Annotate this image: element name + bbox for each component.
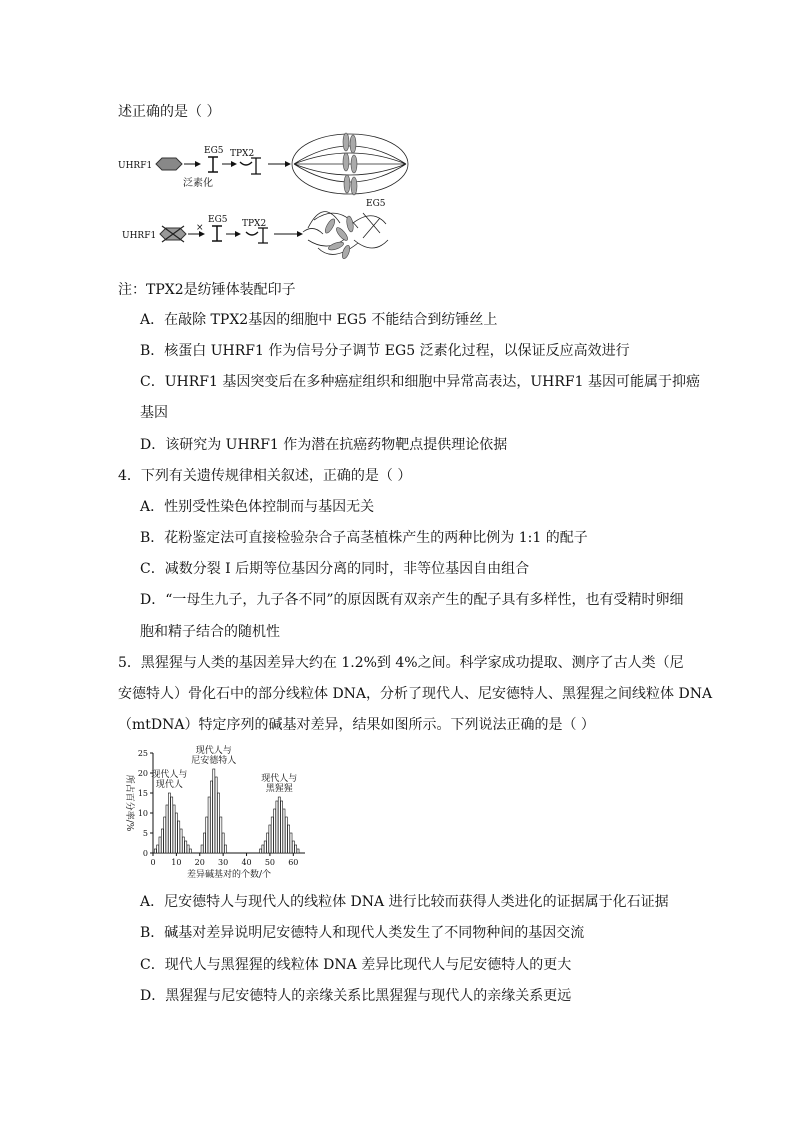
row2-eg5-label: EG5 bbox=[208, 215, 228, 225]
q5-option-a: A．尼安德特人与现代人的线粒体 DNA 进行比较而获得人类进化的证据属于化石证据 bbox=[140, 894, 669, 910]
histogram-bar bbox=[292, 841, 294, 853]
y-axis-label: 所占百分率/% bbox=[124, 774, 134, 832]
histogram-bar bbox=[210, 781, 212, 853]
histogram-bar bbox=[171, 797, 173, 853]
row2-chromosomes bbox=[323, 216, 354, 260]
histogram-bar bbox=[269, 825, 271, 853]
histogram-bar bbox=[215, 777, 217, 853]
histogram-bar bbox=[278, 797, 280, 853]
group-label: 现代人与 bbox=[261, 774, 298, 784]
histogram-bar bbox=[159, 837, 161, 853]
histogram-bar bbox=[295, 845, 297, 853]
group-label: 现代人 bbox=[155, 780, 183, 790]
histogram-bar bbox=[175, 813, 177, 853]
row2-eg5-right-label: EG5 bbox=[366, 199, 386, 209]
q5-option-d: D．黑猩猩与尼安德特人的亲缘关系比黑猩猩与现代人的亲缘关系更远 bbox=[140, 988, 572, 1004]
x-tick-label: 20 bbox=[194, 858, 205, 867]
histogram-bar bbox=[166, 805, 168, 853]
histogram-bar bbox=[157, 845, 159, 853]
svg-text:×: × bbox=[196, 223, 204, 233]
y-tick-label: 20 bbox=[137, 769, 148, 778]
q4-option-d-line2: 胞和精子结合的随机性 bbox=[140, 624, 280, 640]
histogram-bar bbox=[180, 829, 182, 853]
histogram-bar bbox=[264, 841, 266, 853]
y-tick-label: 15 bbox=[137, 789, 148, 798]
q5-stem-line1: 5．黑猩猩与人类的基因差异大约在 1.2%到 4%之间。科学家成功提取、测序了古人类（尼 bbox=[118, 655, 684, 671]
q4-option-b: B．花粉鉴定法可直接检验杂合子高茎植株产生的两种比例为 1:1 的配子 bbox=[140, 530, 588, 546]
group-label: 现代人与 bbox=[151, 770, 188, 780]
y-tick-label: 5 bbox=[142, 829, 148, 838]
histogram-bar bbox=[182, 837, 184, 853]
q3-option-d: D．该研究为 UHRF1 作为潜在抗癌药物靶点提供理论依据 bbox=[140, 437, 508, 453]
histogram-bar bbox=[262, 845, 264, 853]
histogram-bar bbox=[274, 809, 276, 853]
x-tick-label: 30 bbox=[218, 858, 229, 867]
histogram-bar bbox=[285, 817, 287, 853]
q4-stem: 4．下列有关遗传规律相关叙述，正确的是（ ） bbox=[118, 468, 412, 484]
histogram-bar bbox=[189, 849, 191, 853]
histogram-bar bbox=[271, 817, 273, 853]
histogram-bar bbox=[161, 829, 163, 853]
q5-stem-line2: 安德特人）骨化石中的部分线粒体 DNA，分析了现代人、尼安德特人、黑猩猩之间线粒体 DNA bbox=[118, 686, 713, 702]
q3-option-c-line1: C．UHRF1 基因突变后在多种癌症组织和细胞中异常高表达，UHRF1 基因可能属于抑癌 bbox=[140, 374, 700, 390]
y-tick-label: 0 bbox=[142, 849, 148, 858]
histogram-bar bbox=[297, 849, 299, 853]
histogram-bar bbox=[267, 833, 269, 853]
x-tick-label: 50 bbox=[264, 858, 276, 867]
row1-uhrf1-shape bbox=[156, 158, 182, 170]
row1-eg5-shape bbox=[208, 157, 218, 172]
group-label: 黑猩猩 bbox=[265, 784, 293, 794]
row2-eg5-shape bbox=[212, 226, 222, 241]
y-tick-label: 10 bbox=[137, 809, 148, 818]
x-axis-label: 差异碱基对的个数/个 bbox=[186, 870, 272, 880]
histogram-bar bbox=[276, 801, 278, 853]
row1-tpx2-label: TPX2 bbox=[230, 149, 255, 159]
histogram-bar bbox=[173, 805, 175, 853]
q3-note: 注：TPX2是纺锤体装配印子 bbox=[118, 282, 296, 298]
histogram-bar bbox=[260, 849, 262, 853]
mtdna-difference-histogram bbox=[115, 745, 315, 880]
q3-stem-tail: 述正确的是（ ） bbox=[118, 104, 221, 120]
x-tick-label: 40 bbox=[241, 858, 252, 867]
row1-eg5-label: EG5 bbox=[204, 146, 224, 156]
q3-option-c-line2: 基因 bbox=[140, 405, 168, 421]
histogram-bar bbox=[220, 817, 222, 853]
q4-option-a: A．性别受性染色体控制而与基因无关 bbox=[140, 499, 375, 515]
histogram-bar bbox=[283, 809, 285, 853]
row1-tpx2-shape bbox=[240, 158, 261, 174]
histogram-bar bbox=[222, 833, 224, 853]
row2-tpx2-shape bbox=[246, 228, 268, 243]
q4-option-d-line1: D．“一母生九子，九子各不同”的原因既有双亲产生的配子具有多样性，也有受精时卵细 bbox=[140, 592, 684, 608]
x-tick-label: 60 bbox=[288, 858, 299, 867]
histogram-bar bbox=[213, 769, 215, 853]
q3-option-b: B．核蛋白 UHRF1 作为信号分子调节 EG5 泛素化过程，以保证反应高效进行 bbox=[140, 343, 630, 359]
histogram-bar bbox=[208, 797, 210, 853]
x-tick-label: 10 bbox=[171, 858, 182, 867]
group-label: 现代人与 bbox=[195, 746, 232, 756]
histogram-bar bbox=[164, 817, 166, 853]
histogram-bar bbox=[203, 833, 205, 853]
histogram-bar bbox=[288, 825, 290, 853]
group-label: 尼安德特人 bbox=[191, 756, 237, 766]
histogram-bar bbox=[187, 845, 189, 853]
q4-option-c: C．减数分裂 I 后期等位基因分离的同时，非等位基因自由组合 bbox=[140, 561, 530, 577]
histogram-bar bbox=[201, 845, 203, 853]
histogram-bar bbox=[178, 821, 180, 853]
row1-uhrf1-label: UHRF1 bbox=[118, 161, 153, 171]
row2-uhrf1-label: UHRF1 bbox=[122, 231, 157, 241]
histogram-bar bbox=[168, 793, 170, 853]
q3-option-a: A．在敲除 TPX2基因的细胞中 EG5 不能结合到纺锤丝上 bbox=[140, 312, 498, 328]
histogram-bar bbox=[281, 801, 283, 853]
y-tick-label: 25 bbox=[137, 749, 148, 758]
histogram-bar bbox=[217, 793, 219, 853]
q5-option-b: B．碱基对差异说明尼安德特人和现代人类发生了不同物种间的基因交流 bbox=[140, 925, 585, 941]
row1-ubiquitination-label: 泛素化 bbox=[183, 178, 213, 189]
row2-tpx2-label: TPX2 bbox=[242, 219, 267, 229]
histogram-bar bbox=[154, 849, 156, 853]
q5-option-c: C．现代人与黑猩猩的线粒体 DNA 差异比现代人与尼安德特人的更大 bbox=[140, 957, 572, 973]
histogram-bar bbox=[290, 833, 292, 853]
histogram-bar bbox=[224, 845, 226, 853]
histogram-bar bbox=[206, 817, 208, 853]
x-tick-label: 0 bbox=[150, 858, 156, 867]
q5-stem-line3: （mtDNA）特定序列的碱基对差异，结果如图所示。下列说法正确的是（ ） bbox=[118, 717, 595, 733]
uhrf1-pathway-diagram bbox=[118, 128, 418, 263]
histogram-bar bbox=[185, 841, 187, 853]
